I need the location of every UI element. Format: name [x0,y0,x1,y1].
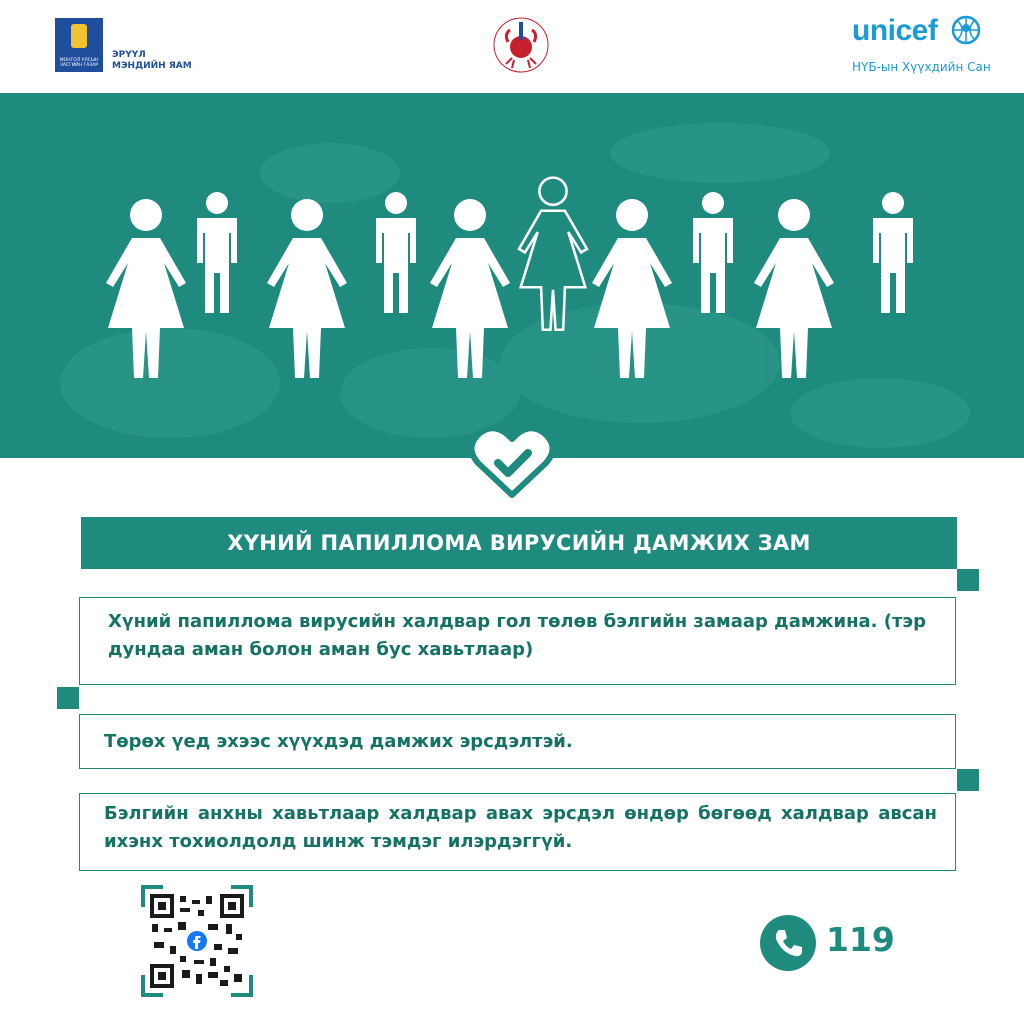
gov-logo-caption: МОНГОЛ УЛСЫН ЗАСГИЙН ГАЗАР [59,58,99,68]
woman-figure [592,199,672,378]
info-box-2: Төрөх үед эхээс хүүхдэд дамжих эрсдэлтэй. [79,714,956,769]
unicef-logo: unicef [852,14,938,47]
hotline-number[interactable]: 119 [826,920,895,959]
center-logo [488,12,554,78]
woman-outline-figure [519,178,587,330]
decorative-square [957,769,979,791]
soyombo-icon [71,24,87,48]
people-figures [0,93,1024,458]
decorative-square [957,569,979,591]
hero-banner [0,93,1024,458]
man-figure [376,192,416,313]
info-box-3: Бэлгийн анхны хавьтлаар халдвар авах эрсдэл өндөр бөгөөд халдвар авсан ихэнх тохиолдолд шинж тэмдэг илэрдэггүй. [79,793,956,871]
unicef-globe-icon [950,14,982,46]
man-figure [873,192,913,313]
phone-icon[interactable] [760,915,816,971]
woman-figure [106,199,186,378]
man-figure [197,192,237,313]
info-box-1: Хүний папиллома вирусийн халдвар гол төлөв бэлгийн замаар дамжина. (тэр дундаа аман болон аман бус хавьтлаар) [79,597,956,685]
ministry-name: ЭРҮҮЛ МЭНДИЙН ЯАМ [112,50,192,71]
woman-figure [430,199,510,378]
woman-figure [754,199,834,378]
decorative-square [57,687,79,709]
heart-check-icon [470,425,554,499]
woman-figure [267,199,347,378]
qr-code[interactable] [150,894,244,988]
section-title: ХҮНИЙ ПАПИЛЛОМА ВИРУСИЙН ДАМЖИХ ЗАМ [81,517,957,569]
man-figure [693,192,733,313]
unicef-subtitle: НҮБ-ын Хүүхдийн Сан [852,60,991,74]
government-emblem-logo [55,18,103,72]
